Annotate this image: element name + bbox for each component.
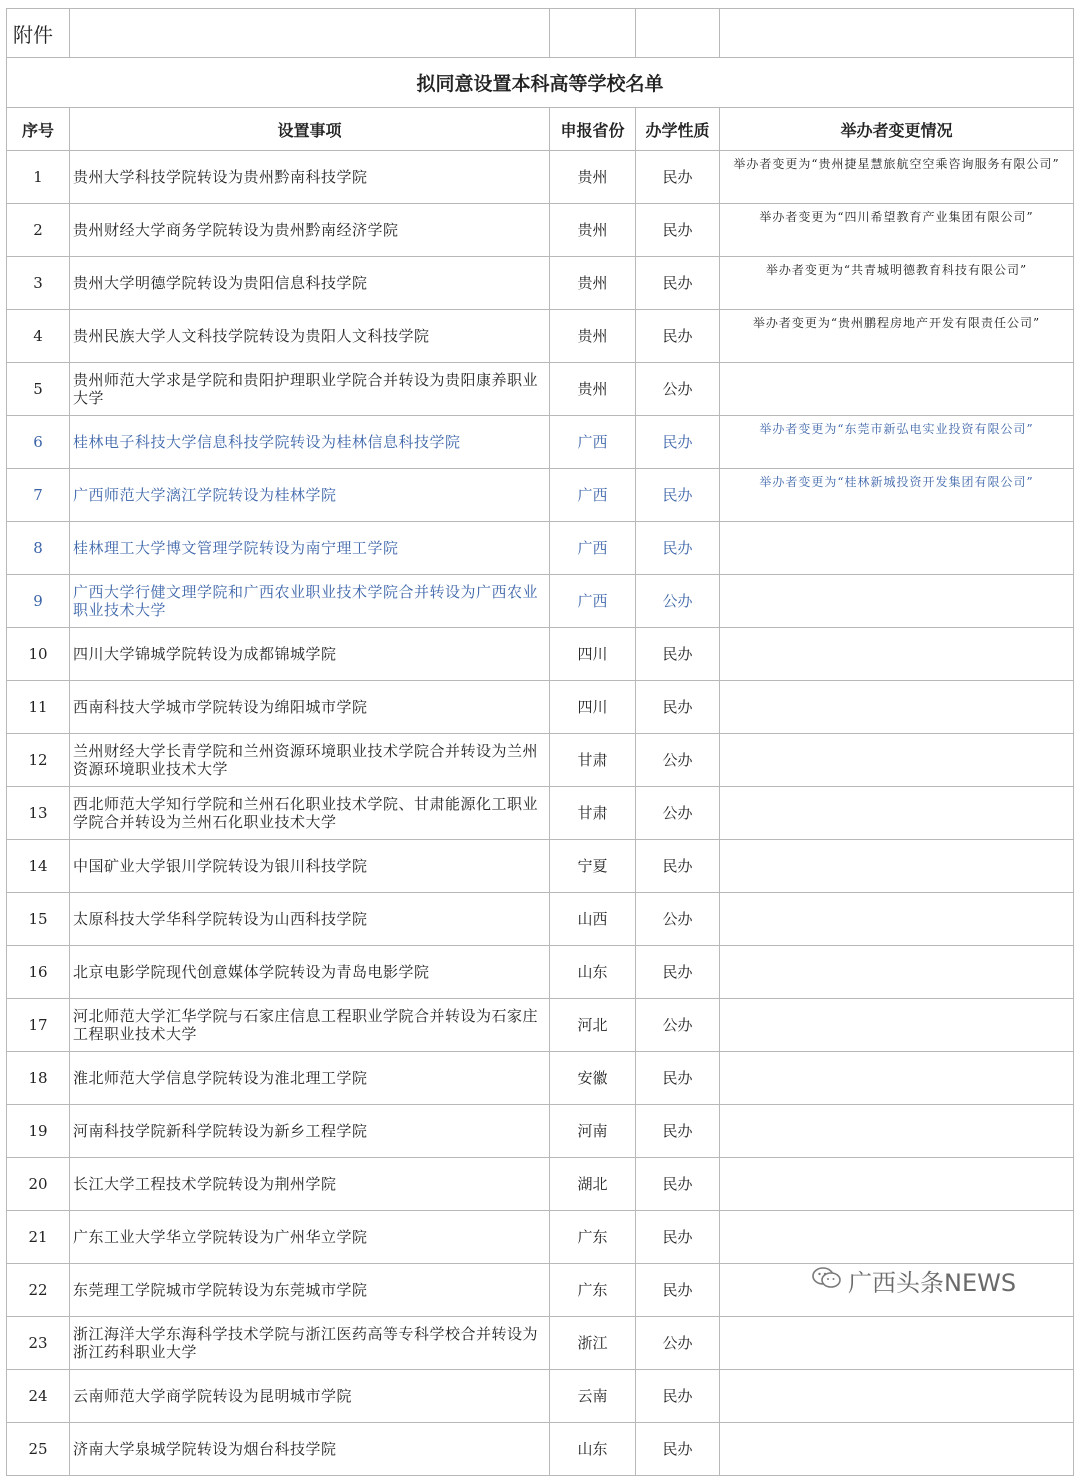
row-item: 兰州财经大学长青学院和兰州资源环境职业技术学院合并转设为兰州资源环境职业技术大学	[70, 734, 550, 787]
row-item: 浙江海洋大学东海科学技术学院与浙江医药高等专科学校合并转设为浙江药科职业大学	[70, 1317, 550, 1370]
row-nature: 民办	[636, 1370, 720, 1423]
row-item: 济南大学泉城学院转设为烟台科技学院	[70, 1423, 550, 1476]
row-index: 22	[7, 1264, 70, 1317]
table-row	[7, 257, 1074, 310]
row-province: 广西	[550, 416, 636, 469]
row-nature: 民办	[636, 840, 720, 893]
row-item: 广西师范大学漓江学院转设为桂林学院	[70, 469, 550, 522]
row-nature: 民办	[636, 151, 720, 204]
row-index: 5	[7, 363, 70, 416]
row-item: 桂林理工大学博文管理学院转设为南宁理工学院	[70, 522, 550, 575]
table-row	[7, 310, 1074, 363]
header-index: 序号	[7, 108, 70, 151]
empty-cell	[550, 9, 636, 58]
row-index: 7	[7, 469, 70, 522]
table-row	[7, 469, 1074, 522]
row-province: 云南	[550, 1370, 636, 1423]
row-nature: 民办	[636, 1423, 720, 1476]
row-index: 12	[7, 734, 70, 787]
approval-list-table	[6, 8, 1074, 1476]
row-index: 9	[7, 575, 70, 628]
watermark	[812, 1263, 1016, 1298]
row-item: 桂林电子科技大学信息科技学院转设为桂林信息科技学院	[70, 416, 550, 469]
table-title: 拟同意设置本科高等学校名单	[7, 58, 1074, 108]
row-organizer-change	[720, 1317, 1074, 1370]
row-organizer-change	[720, 1158, 1074, 1211]
row-province: 山东	[550, 1423, 636, 1476]
row-item: 四川大学锦城学院转设为成都锦城学院	[70, 628, 550, 681]
table-row	[7, 946, 1074, 999]
row-province: 山东	[550, 946, 636, 999]
row-item: 淮北师范大学信息学院转设为淮北理工学院	[70, 1052, 550, 1105]
row-item: 西北师范大学知行学院和兰州石化职业技术学院、甘肃能源化工职业学院合并转设为兰州石化职业技术大学	[70, 787, 550, 840]
row-province: 安徽	[550, 1052, 636, 1105]
row-organizer-change: 举办者变更为“桂林新城投资开发集团有限公司”	[720, 469, 1074, 522]
table-row	[7, 1158, 1074, 1211]
row-nature: 公办	[636, 893, 720, 946]
table-row	[7, 1317, 1074, 1370]
annex-label: 附件	[7, 9, 70, 58]
row-index: 17	[7, 999, 70, 1052]
table-row	[7, 893, 1074, 946]
row-nature: 民办	[636, 946, 720, 999]
header-province: 申报省份	[550, 108, 636, 151]
title-row	[7, 58, 1074, 108]
table-row	[7, 1052, 1074, 1105]
row-province: 四川	[550, 681, 636, 734]
row-province: 河北	[550, 999, 636, 1052]
row-nature: 民办	[636, 1264, 720, 1317]
row-index: 24	[7, 1370, 70, 1423]
table-row	[7, 999, 1074, 1052]
row-nature: 民办	[636, 257, 720, 310]
row-province: 广西	[550, 469, 636, 522]
row-organizer-change: 举办者变更为“四川希望教育产业集团有限公司”	[720, 204, 1074, 257]
row-nature: 民办	[636, 469, 720, 522]
row-organizer-change	[720, 946, 1074, 999]
row-index: 13	[7, 787, 70, 840]
row-organizer-change: 举办者变更为“贵州捷星慧旅航空空乘咨询服务有限公司”	[720, 151, 1074, 204]
header-nature: 办学性质	[636, 108, 720, 151]
table-row	[7, 575, 1074, 628]
row-organizer-change	[720, 893, 1074, 946]
row-organizer-change	[720, 1423, 1074, 1476]
row-index: 11	[7, 681, 70, 734]
table-row	[7, 363, 1074, 416]
row-organizer-change: 举办者变更为“东莞市新弘电实业投资有限公司”	[720, 416, 1074, 469]
row-nature: 民办	[636, 522, 720, 575]
row-index: 19	[7, 1105, 70, 1158]
header-item: 设置事项	[70, 108, 550, 151]
row-nature: 公办	[636, 734, 720, 787]
row-nature: 公办	[636, 1317, 720, 1370]
row-index: 3	[7, 257, 70, 310]
table-row	[7, 204, 1074, 257]
row-province: 贵州	[550, 204, 636, 257]
row-organizer-change: 举办者变更为“共青城明德教育科技有限公司”	[720, 257, 1074, 310]
row-nature: 公办	[636, 363, 720, 416]
row-item: 广西大学行健文理学院和广西农业职业技术学院合并转设为广西农业职业技术大学	[70, 575, 550, 628]
row-index: 8	[7, 522, 70, 575]
row-organizer-change	[720, 1211, 1074, 1264]
empty-cell	[70, 9, 550, 58]
row-index: 4	[7, 310, 70, 363]
table-row	[7, 787, 1074, 840]
row-nature: 民办	[636, 1211, 720, 1264]
row-organizer-change	[720, 1052, 1074, 1105]
wechat-icon	[812, 1266, 842, 1296]
row-organizer-change	[720, 363, 1074, 416]
row-province: 四川	[550, 628, 636, 681]
row-organizer-change	[720, 840, 1074, 893]
row-nature: 民办	[636, 204, 720, 257]
watermark-text: 广西头条NEWS	[848, 1269, 1017, 1297]
row-item: 东莞理工学院城市学院转设为东莞城市学院	[70, 1264, 550, 1317]
table-row	[7, 734, 1074, 787]
row-province: 湖北	[550, 1158, 636, 1211]
row-organizer-change	[720, 734, 1074, 787]
row-nature: 民办	[636, 1052, 720, 1105]
table-row	[7, 628, 1074, 681]
table-row	[7, 1105, 1074, 1158]
row-item: 贵州财经大学商务学院转设为贵州黔南经济学院	[70, 204, 550, 257]
row-nature: 民办	[636, 416, 720, 469]
row-item: 贵州大学明德学院转设为贵阳信息科技学院	[70, 257, 550, 310]
row-item: 云南师范大学商学院转设为昆明城市学院	[70, 1370, 550, 1423]
row-item: 西南科技大学城市学院转设为绵阳城市学院	[70, 681, 550, 734]
row-province: 山西	[550, 893, 636, 946]
row-organizer-change	[720, 1370, 1074, 1423]
row-organizer-change: 举办者变更为“贵州鹏程房地产开发有限责任公司”	[720, 310, 1074, 363]
row-province: 浙江	[550, 1317, 636, 1370]
empty-cell	[720, 9, 1074, 58]
row-index: 23	[7, 1317, 70, 1370]
table-row	[7, 1211, 1074, 1264]
row-index: 1	[7, 151, 70, 204]
header-organizer-change: 举办者变更情况	[720, 108, 1074, 151]
empty-cell	[636, 9, 720, 58]
row-nature: 民办	[636, 628, 720, 681]
row-province: 贵州	[550, 310, 636, 363]
row-province: 宁夏	[550, 840, 636, 893]
row-index: 14	[7, 840, 70, 893]
row-province: 甘肃	[550, 787, 636, 840]
table-row	[7, 1370, 1074, 1423]
row-index: 16	[7, 946, 70, 999]
row-nature: 公办	[636, 575, 720, 628]
row-index: 18	[7, 1052, 70, 1105]
row-province: 贵州	[550, 257, 636, 310]
row-item: 贵州民族大学人文科技学院转设为贵阳人文科技学院	[70, 310, 550, 363]
table-row	[7, 151, 1074, 204]
row-province: 广东	[550, 1211, 636, 1264]
row-organizer-change	[720, 628, 1074, 681]
row-item: 河南科技学院新科学院转设为新乡工程学院	[70, 1105, 550, 1158]
row-organizer-change	[720, 522, 1074, 575]
row-nature: 民办	[636, 681, 720, 734]
row-organizer-change	[720, 999, 1074, 1052]
row-item: 太原科技大学华科学院转设为山西科技学院	[70, 893, 550, 946]
annex-row	[7, 9, 1074, 58]
row-province: 广西	[550, 575, 636, 628]
row-index: 25	[7, 1423, 70, 1476]
header-row	[7, 108, 1074, 151]
row-nature: 公办	[636, 999, 720, 1052]
row-item: 长江大学工程技术学院转设为荆州学院	[70, 1158, 550, 1211]
row-province: 河南	[550, 1105, 636, 1158]
table-row	[7, 681, 1074, 734]
row-organizer-change	[720, 681, 1074, 734]
table-row	[7, 1423, 1074, 1476]
row-organizer-change	[720, 1105, 1074, 1158]
row-item: 广东工业大学华立学院转设为广州华立学院	[70, 1211, 550, 1264]
row-nature: 民办	[636, 1158, 720, 1211]
table-row	[7, 416, 1074, 469]
row-organizer-change	[720, 575, 1074, 628]
row-nature: 民办	[636, 1105, 720, 1158]
row-province: 广西	[550, 522, 636, 575]
row-nature: 公办	[636, 787, 720, 840]
row-index: 15	[7, 893, 70, 946]
row-index: 20	[7, 1158, 70, 1211]
row-province: 贵州	[550, 151, 636, 204]
row-index: 2	[7, 204, 70, 257]
row-province: 广东	[550, 1264, 636, 1317]
row-index: 21	[7, 1211, 70, 1264]
row-province: 甘肃	[550, 734, 636, 787]
row-item: 贵州大学科技学院转设为贵州黔南科技学院	[70, 151, 550, 204]
row-item: 中国矿业大学银川学院转设为银川科技学院	[70, 840, 550, 893]
row-item: 北京电影学院现代创意媒体学院转设为青岛电影学院	[70, 946, 550, 999]
row-index: 6	[7, 416, 70, 469]
row-index: 10	[7, 628, 70, 681]
table-row	[7, 840, 1074, 893]
row-province: 贵州	[550, 363, 636, 416]
row-item: 河北师范大学汇华学院与石家庄信息工程职业学院合并转设为石家庄工程职业技术大学	[70, 999, 550, 1052]
row-nature: 民办	[636, 310, 720, 363]
table-row	[7, 522, 1074, 575]
row-organizer-change	[720, 787, 1074, 840]
row-item: 贵州师范大学求是学院和贵阳护理职业学院合并转设为贵阳康养职业大学	[70, 363, 550, 416]
